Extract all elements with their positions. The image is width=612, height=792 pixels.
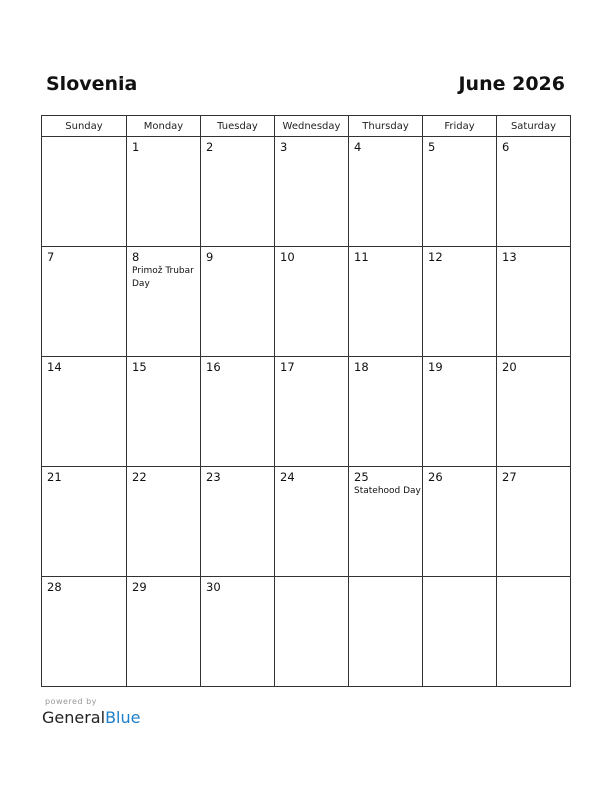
day-cell <box>42 247 127 357</box>
day-number: 17 <box>280 360 295 374</box>
day-cell <box>275 247 349 357</box>
logo-text-general: General <box>42 708 106 727</box>
day-number: 16 <box>206 360 221 374</box>
day-cell <box>275 137 349 247</box>
holiday-label: Statehood Day <box>354 486 421 496</box>
holiday-label: Primož Trubar Day <box>132 266 194 289</box>
logo-text-blue: Blue <box>105 708 141 727</box>
day-cell <box>423 577 497 687</box>
day-cell <box>497 577 571 687</box>
day-cell <box>42 137 127 247</box>
day-number: 12 <box>428 250 443 264</box>
day-number: 7 <box>47 250 55 264</box>
day-cell <box>201 467 275 577</box>
weekday-header-friday: Friday <box>423 116 497 137</box>
day-cell <box>201 357 275 467</box>
week-row <box>42 357 571 467</box>
day-cell <box>275 467 349 577</box>
day-number: 1 <box>132 140 140 154</box>
day-number: 11 <box>354 250 369 264</box>
day-cell <box>349 577 423 687</box>
day-cell <box>497 137 571 247</box>
day-number: 29 <box>132 580 147 594</box>
day-cell <box>349 137 423 247</box>
weekday-header-wednesday: Wednesday <box>275 116 349 137</box>
day-cell <box>127 357 201 467</box>
day-number: 25 <box>354 470 369 484</box>
day-number: 5 <box>428 140 436 154</box>
day-cell <box>423 467 497 577</box>
day-number: 27 <box>502 470 517 484</box>
day-number: 8 <box>132 250 140 264</box>
day-cell <box>201 247 275 357</box>
day-number: 20 <box>502 360 517 374</box>
weekday-header-monday: Monday <box>127 116 201 137</box>
day-cell <box>497 247 571 357</box>
day-number: 15 <box>132 360 147 374</box>
day-number: 24 <box>280 470 295 484</box>
day-cell <box>127 577 201 687</box>
day-number: 6 <box>502 140 510 154</box>
day-number: 22 <box>132 470 147 484</box>
day-cell <box>349 247 423 357</box>
generalblue-logo[interactable] <box>42 708 140 728</box>
day-cell <box>349 357 423 467</box>
day-cell <box>42 467 127 577</box>
week-row <box>42 467 571 577</box>
day-cell <box>201 137 275 247</box>
day-number: 14 <box>47 360 62 374</box>
day-number: 21 <box>47 470 62 484</box>
weekday-header-saturday: Saturday <box>497 116 571 137</box>
day-cell <box>201 577 275 687</box>
day-number: 4 <box>354 140 362 154</box>
calendar-month-title: June 2026 <box>458 73 565 95</box>
day-number: 19 <box>428 360 443 374</box>
day-cell <box>275 357 349 467</box>
weekday-header-sunday: Sunday <box>42 116 127 137</box>
day-number: 26 <box>428 470 443 484</box>
day-number: 9 <box>206 250 214 264</box>
day-cell <box>423 357 497 467</box>
calendar-grid <box>41 115 571 687</box>
day-cell <box>497 467 571 577</box>
week-row <box>42 137 571 247</box>
day-number: 10 <box>280 250 295 264</box>
weekday-header-tuesday: Tuesday <box>201 116 275 137</box>
day-number: 18 <box>354 360 369 374</box>
day-cell <box>423 247 497 357</box>
day-cell <box>42 357 127 467</box>
day-number: 3 <box>280 140 288 154</box>
day-cell <box>127 137 201 247</box>
day-number: 30 <box>206 580 221 594</box>
day-cell <box>423 137 497 247</box>
day-cell <box>349 467 423 577</box>
calendar-country-title: Slovenia <box>46 73 138 95</box>
day-number: 23 <box>206 470 221 484</box>
week-row <box>42 577 571 687</box>
day-cell <box>127 247 201 357</box>
week-row <box>42 247 571 357</box>
day-number: 28 <box>47 580 62 594</box>
day-cell <box>42 577 127 687</box>
day-cell <box>275 577 349 687</box>
powered-by-label: powered by <box>45 697 97 706</box>
weekday-header-row <box>42 116 571 137</box>
day-number: 2 <box>206 140 214 154</box>
day-cell <box>127 467 201 577</box>
day-number: 13 <box>502 250 517 264</box>
day-cell <box>497 357 571 467</box>
weekday-header-thursday: Thursday <box>349 116 423 137</box>
